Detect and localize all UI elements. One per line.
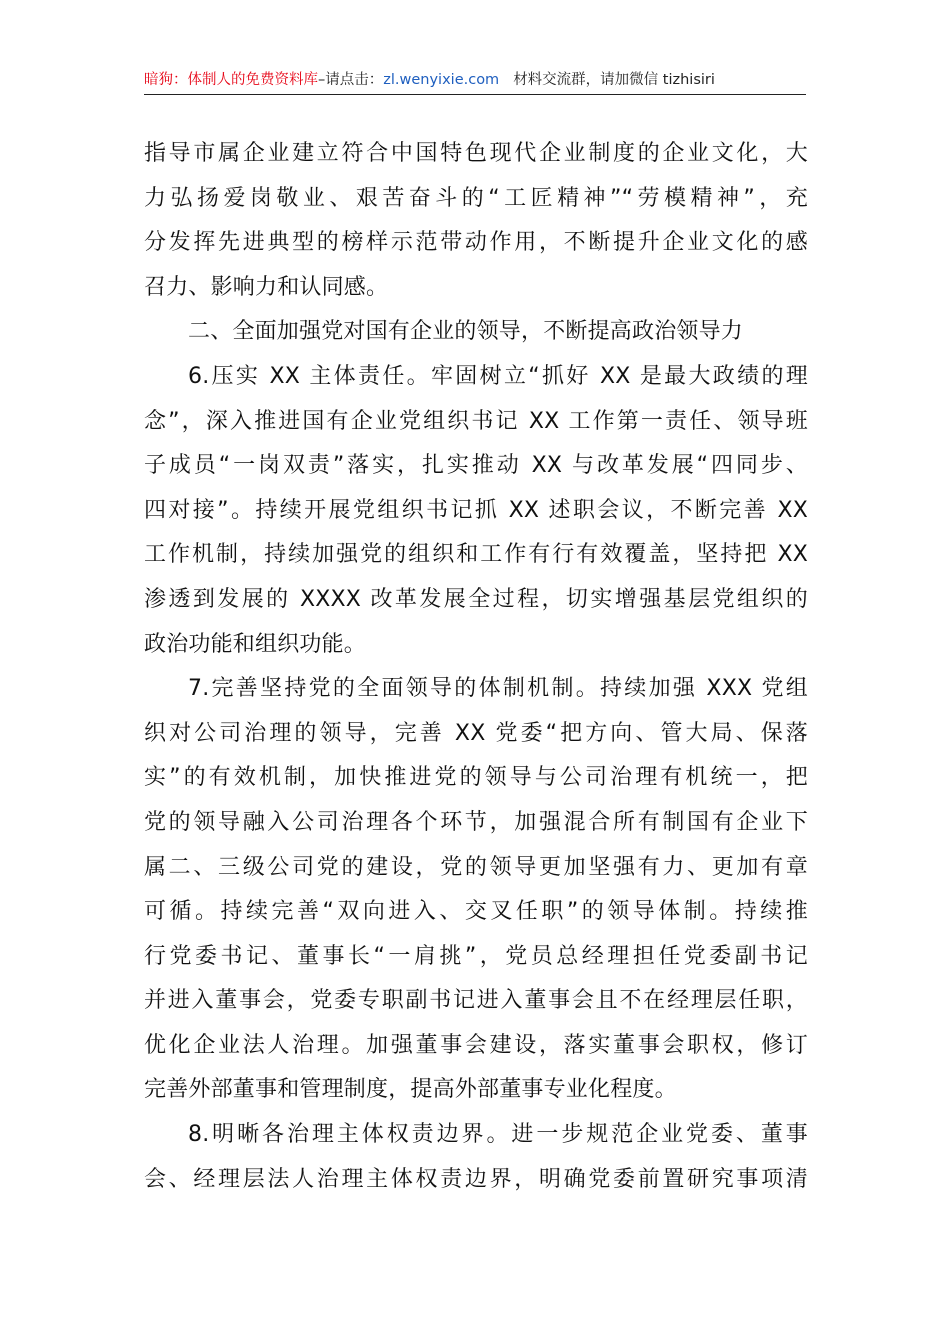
- body-line: 召力、影响力和认同感。: [144, 274, 389, 300]
- body-line: 工作机制，持续加强党的组织和工作有行有效覆盖，坚持把 XX: [144, 542, 808, 568]
- body-line: 政治功能和组织功能。: [144, 631, 367, 657]
- body-line: 织对公司治理的领导，完善 XX 党委“把方向、管大局、保落: [144, 720, 808, 746]
- body-line: 8.明晰各治理主体权责边界。进一步规范企业党委、董事: [188, 1122, 808, 1148]
- document-body: [144, 132, 808, 1202]
- header-brand: 暗狗：体制人的免费资料库: [144, 72, 318, 88]
- body-line: 子成员“一岗双责”落实，扎实推动 XX 与改革发展“四同步、: [144, 453, 808, 479]
- header-promo: 材料交流群，请加微信 tizhisiri: [513, 72, 715, 88]
- body-line: 优化企业法人治理。加强董事会建设，落实董事会职权，修订: [144, 1032, 808, 1058]
- body-line: 指导市属企业建立符合中国特色现代企业制度的企业文化，大: [144, 141, 808, 166]
- header-url-link[interactable]: zl.wenyixie.com: [383, 72, 500, 88]
- body-line: 会、经理层法人治理主体权责边界，明确党委前置研究事项清: [144, 1166, 808, 1192]
- body-line: 6.压实 XX 主体责任。牢固树立“抓好 XX 是最大政绩的理: [188, 363, 808, 389]
- section-heading: 二、全面加强党对国有企业的领导，不断提高政治领导力: [188, 319, 744, 345]
- body-line: 实”的有效机制，加快推进党的领导与公司治理有机统一，把: [144, 765, 808, 791]
- body-line: 分发挥先进典型的榜样示范带动作用，不断提升企业文化的感: [144, 230, 808, 256]
- page-header: [144, 70, 806, 95]
- body-line: 念”，深入推进国有企业党组织书记 XX 工作第一责任、领导班: [144, 408, 808, 434]
- body-line: 行党委书记、董事长“一肩挑”，党员总经理担任党委副书记: [144, 943, 808, 969]
- body-line: 党的领导融入公司治理各个环节，加强混合所有制国有企业下: [144, 809, 808, 835]
- body-line: 可循。持续完善“双向进入、交叉任职”的领导体制。持续推: [144, 899, 808, 925]
- header-click-prefix: –请点击：: [318, 72, 384, 88]
- body-line: 四对接”。持续开展党组织书记抓 XX 述职会议，不断完善 XX: [144, 497, 808, 523]
- body-line: 并进入董事会，党委专职副书记进入董事会且不在经理层任职，: [144, 988, 808, 1014]
- body-line: 渗透到发展的 XXXX 改革发展全过程，切实增强基层党组织的: [144, 586, 808, 612]
- body-line: 7.完善坚持党的全面领导的体制机制。持续加强 XXX 党组: [188, 676, 808, 702]
- body-line: 完善外部董事和管理制度，提高外部董事专业化程度。: [144, 1077, 677, 1103]
- body-line: 力弘扬爱岗敬业、艰苦奋斗的“工匠精神”“劳模精神”，充: [144, 185, 808, 211]
- body-line: 属二、三级公司党的建设，党的领导更加坚强有力、更加有章: [144, 854, 808, 880]
